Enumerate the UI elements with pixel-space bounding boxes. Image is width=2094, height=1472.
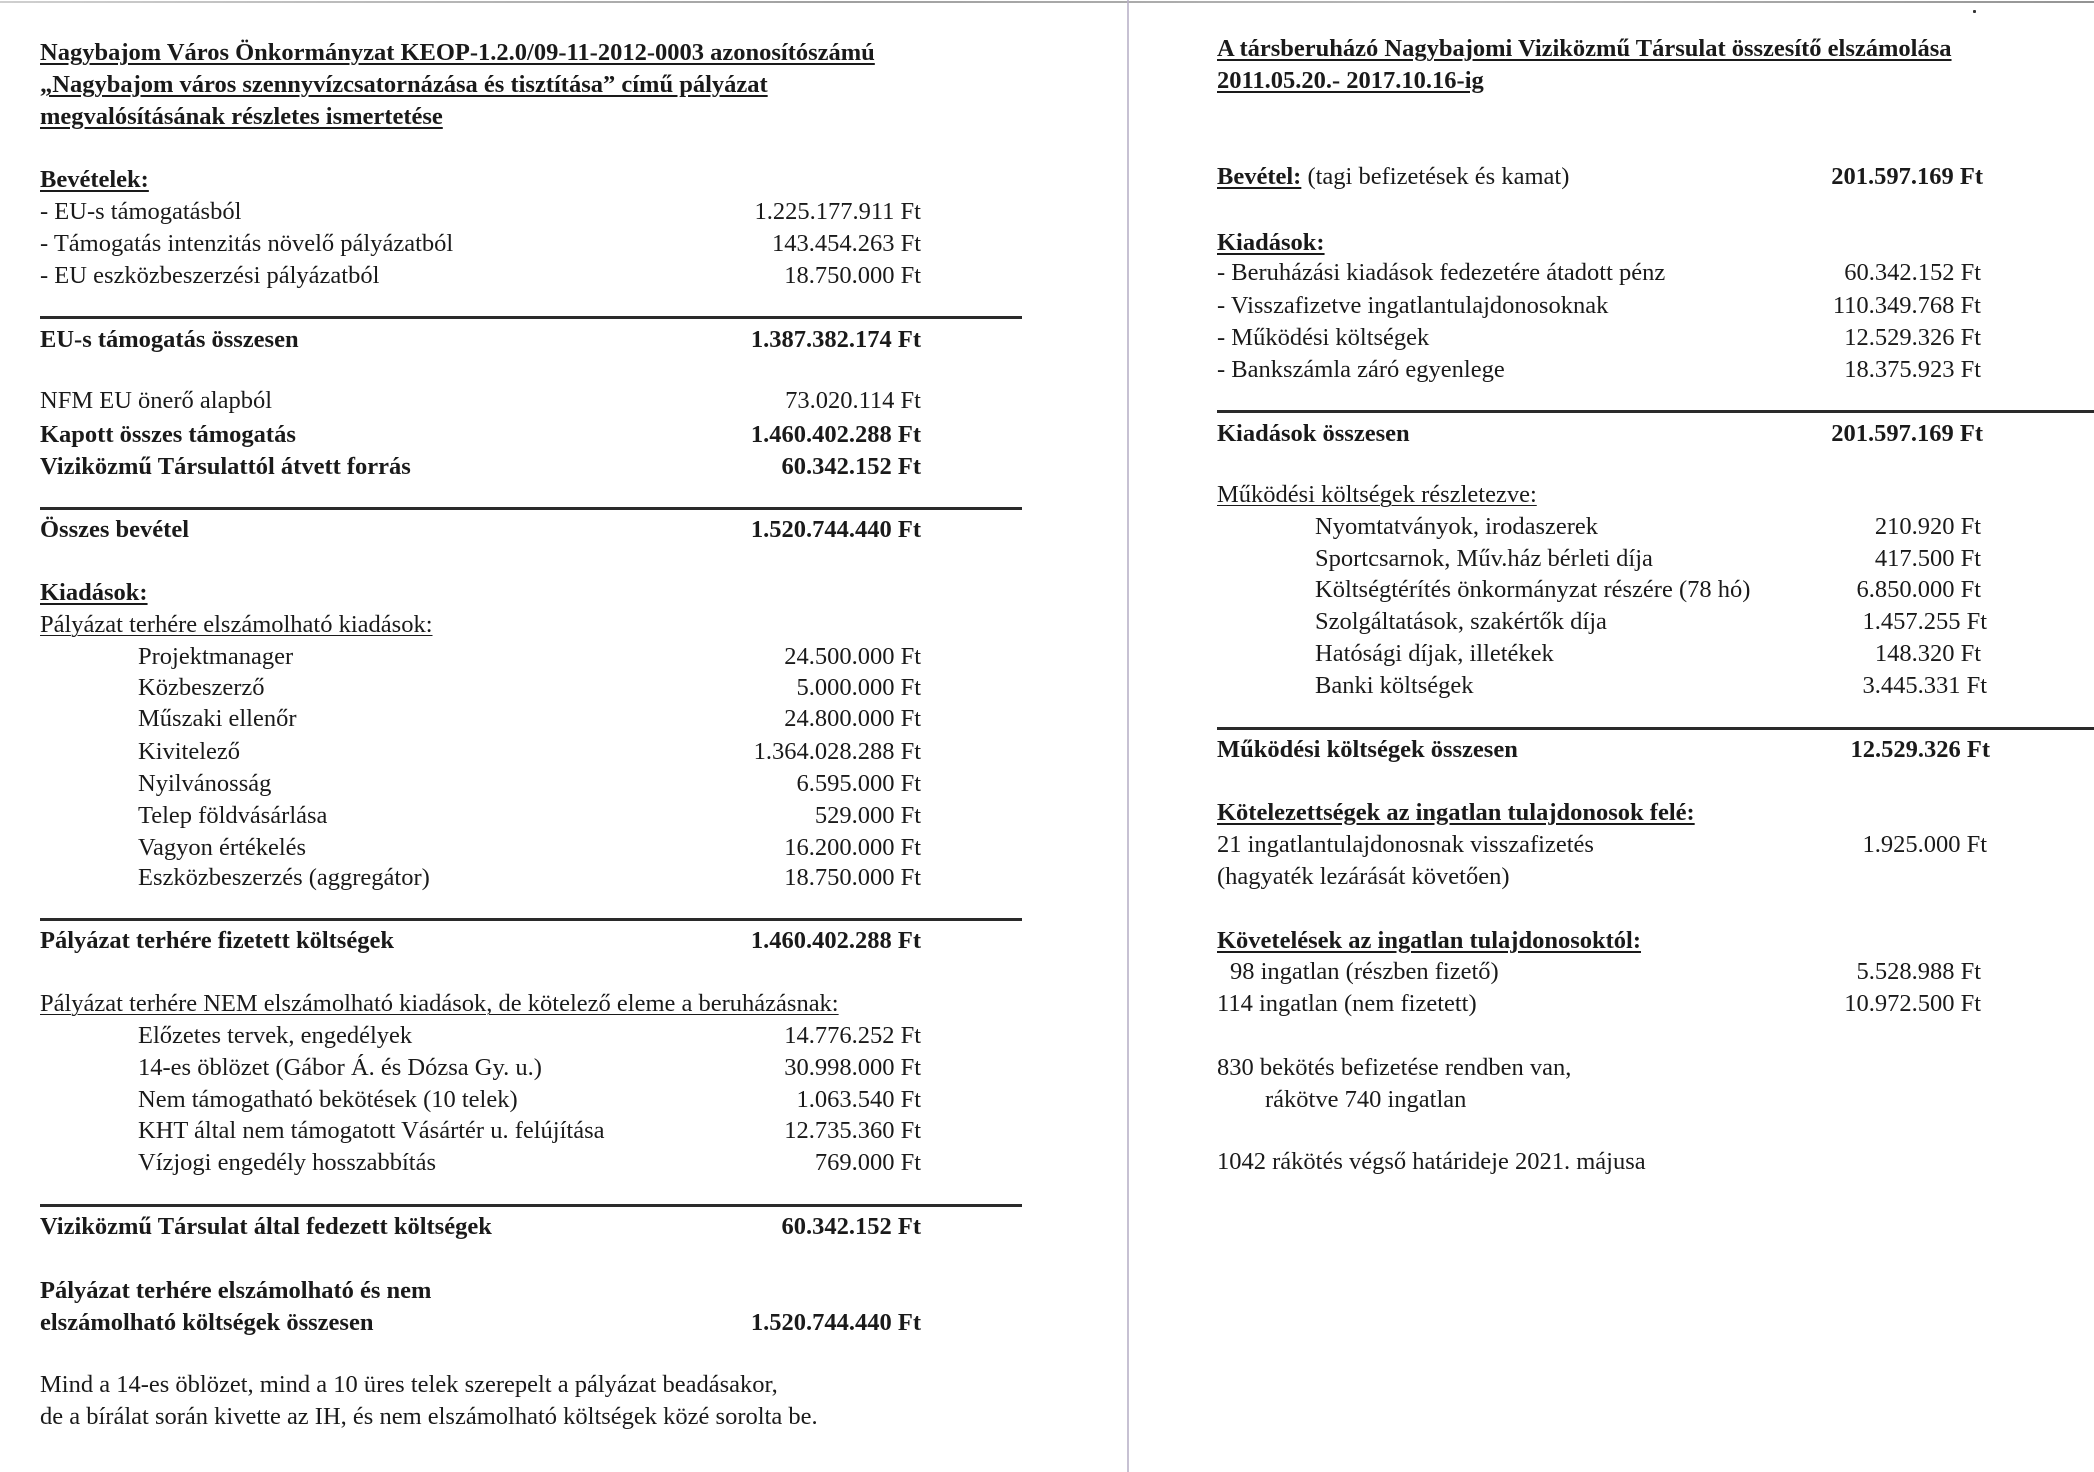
row-value: 5.000.000 Ft [796,674,921,701]
divider-rule [40,507,1022,510]
divider-rule [1217,410,2094,413]
row-value: 1.520.744.440 Ft [750,1309,921,1336]
row-label: Szolgáltatások, szakértők díja [1315,608,1607,635]
row-label: Vagyon értékelés [138,834,307,861]
row-value: 148.320 Ft [1874,640,1981,667]
row-label-line-2: (hagyaték lezárását követően) [1217,863,1510,890]
row-value: 1.387.382.174 Ft [750,326,921,353]
row-value: 1.063.540 Ft [796,1086,921,1113]
divider-rule [40,918,1022,921]
row-value: 3.445.331 Ft [1862,672,1987,699]
row-value: 1.225.177.911 Ft [754,198,921,225]
note-line-2: de a bírálat során kivette az IH, és nem elszámolható költségek közé sorolta be. [40,1403,818,1430]
row-label: 98 ingatlan (részben fizető) [1230,958,1499,985]
row-value: 60.342.152 Ft [781,1213,921,1240]
row-label: - Bankszámla záró egyenlege [1217,356,1505,383]
row-label: - EU eszközbeszerzési pályázatból [40,262,380,289]
row-label: Viziközmű Társulat által fedezett költségek [40,1213,492,1240]
row-label: Nyilvánosság [138,770,272,797]
row-value: 110.349.768 Ft [1832,292,1981,319]
row-value: 73.020.114 Ft [785,387,921,414]
row-value: 210.920 Ft [1874,513,1981,540]
revenue-label: (tagi befizetések és kamat) [1307,163,1570,190]
left-title-line-1: Nagybajom Város Önkormányzat KEOP-1.2.0/09-11-2012-0003 azonosítószámú [40,39,875,66]
row-label: - Működési költségek [1217,324,1430,351]
row-value: 24.800.000 Ft [784,705,921,732]
row-value: 1.457.255 Ft [1862,608,1987,635]
expenses-heading: Kiadások: [40,579,148,606]
row-value: 30.998.000 Ft [784,1054,921,1081]
row-label: Eszközbeszerzés (aggregátor) [138,864,430,891]
row-value: 1.925.000 Ft [1862,831,1987,858]
divider-rule [1217,727,2094,730]
row-value: 18.750.000 Ft [784,262,921,289]
row-value: 201.597.169 Ft [1831,163,1983,190]
revenue-row-text [1217,162,1569,192]
row-label: Banki költségek [1315,672,1474,699]
row-value: 16.200.000 Ft [784,834,921,861]
right-expenses-heading: Kiadások: [1217,229,1325,256]
row-value: 1.460.402.288 Ft [750,421,921,448]
row-value: 12.529.326 Ft [1844,324,1981,351]
revenue-heading: Bevételek: [40,166,149,193]
row-label: Műszaki ellenőr [138,705,297,732]
page-divider [1127,0,1129,1472]
row-label: Működési költségek összesen [1217,736,1518,763]
connections-line-1: 830 bekötés befizetése rendben van, [1217,1054,1572,1081]
row-label: Viziközmű Társulattól átvett forrás [40,453,411,480]
row-label: Pályázat terhére fizetett költségek [40,927,394,954]
row-label: Hatósági díjak, illetékek [1315,640,1554,667]
row-label: - Visszafizetve ingatlantulajdonosoknak [1217,292,1609,319]
row-value: 6.850.000 Ft [1856,576,1981,603]
row-value: 417.500 Ft [1874,545,1981,572]
row-value: 201.597.169 Ft [1831,420,1983,447]
row-value: 5.528.988 Ft [1856,958,1981,985]
deadline-text: 1042 rákötés végső határideje 2021. májusa [1217,1148,1646,1175]
note-line-1: Mind a 14-es öblözet, mind a 10 üres telek szerepelt a pályázat beadásakor, [40,1371,778,1398]
row-label: Összes bevétel [40,516,189,543]
row-label: Előzetes tervek, engedélyek [138,1022,413,1049]
row-value: 60.342.152 Ft [781,453,921,480]
right-title-line-2: 2011.05.20.- 2017.10.16-ig [1217,67,1484,94]
row-value: 529.000 Ft [814,802,921,829]
row-value: 1.520.744.440 Ft [750,516,921,543]
row-label: Projektmanager [138,643,294,670]
row-value: 769.000 Ft [814,1149,921,1176]
row-value: 18.750.000 Ft [784,864,921,891]
obligations-heading: Kötelezettségek az ingatlan tulajdonosok felé: [1217,799,1695,826]
row-label: Sportcsarnok, Műv.ház bérleti díja [1315,545,1653,572]
row-label: Nyomtatványok, irodaszerek [1315,513,1599,540]
revenue-heading: Bevétel: [1217,163,1302,190]
row-label: 114 ingatlan (nem fizetett) [1217,990,1477,1017]
row-value: 12.735.360 Ft [784,1117,921,1144]
row-value: 60.342.152 Ft [1844,259,1981,286]
row-label: Telep földvásárlása [138,802,328,829]
row-label: Kivitelező [138,738,241,765]
row-value: 12.529.326 Ft [1850,736,1990,763]
row-value: 14.776.252 Ft [784,1022,921,1049]
row-label: - Beruházási kiadások fedezetére átadott pénz [1217,259,1666,286]
row-label: Költségtérítés önkormányzat részére (78 hó) [1315,576,1751,603]
row-label: KHT által nem támogatott Vásártér u. felújítása [138,1117,605,1144]
scan-speck [1973,10,1976,13]
row-value: 24.500.000 Ft [784,643,921,670]
row-label: - EU-s támogatásból [40,198,242,225]
left-title-line-3: megvalósításának részletes ismertetése [40,103,443,130]
left-title-line-2: „Nagybajom város szennyvízcsatornázása és tisztítása” című pályázat [40,71,768,98]
row-label: NFM EU önerő alapból [40,387,273,414]
row-label: Vízjogi engedély hosszabbítás [138,1149,437,1176]
row-label: Közbeszerző [138,674,265,701]
row-label: - Támogatás intenzitás növelő pályázatból [40,230,454,257]
row-value: 143.454.263 Ft [771,230,921,257]
row-label: Kapott összes támogatás [40,421,296,448]
row-value: 18.375.923 Ft [1844,356,1981,383]
row-value: 1.364.028.288 Ft [753,738,921,765]
divider-rule [40,1204,1022,1207]
row-label: Kiadások összesen [1217,420,1410,447]
row-label-line-1: Pályázat terhére elszámolható és nem [40,1277,432,1304]
row-value: 1.460.402.288 Ft [750,927,921,954]
row-label: EU-s támogatás összesen [40,326,299,353]
eligible-heading: Pályázat terhére elszámolható kiadások: [40,611,433,638]
divider-rule [40,316,1022,319]
scan-edge [0,1,2094,3]
connections-line-2: rákötve 740 ingatlan [1265,1086,1467,1113]
row-label-line-1: 21 ingatlantulajdonosnak visszafizetés [1217,831,1594,858]
right-title-line-1: A társberuházó Nagybajomi Viziközmű Társulat összesítő elszámolása [1217,35,1952,62]
row-label-line-2: elszámolható költségek összesen [40,1309,374,1336]
non-eligible-heading: Pályázat terhére NEM elszámolható kiadások, de kötelező eleme a beruházásnak: [40,990,839,1017]
operating-heading: Működési költségek részletezve: [1217,481,1537,508]
row-label: Nem támogatható bekötések (10 telek) [138,1086,518,1113]
claims-heading: Követelések az ingatlan tulajdonosoktól: [1217,927,1641,954]
row-label: 14-es öblözet (Gábor Á. és Dózsa Gy. u.) [138,1054,542,1081]
row-value: 10.972.500 Ft [1844,990,1981,1017]
row-value: 6.595.000 Ft [796,770,921,797]
